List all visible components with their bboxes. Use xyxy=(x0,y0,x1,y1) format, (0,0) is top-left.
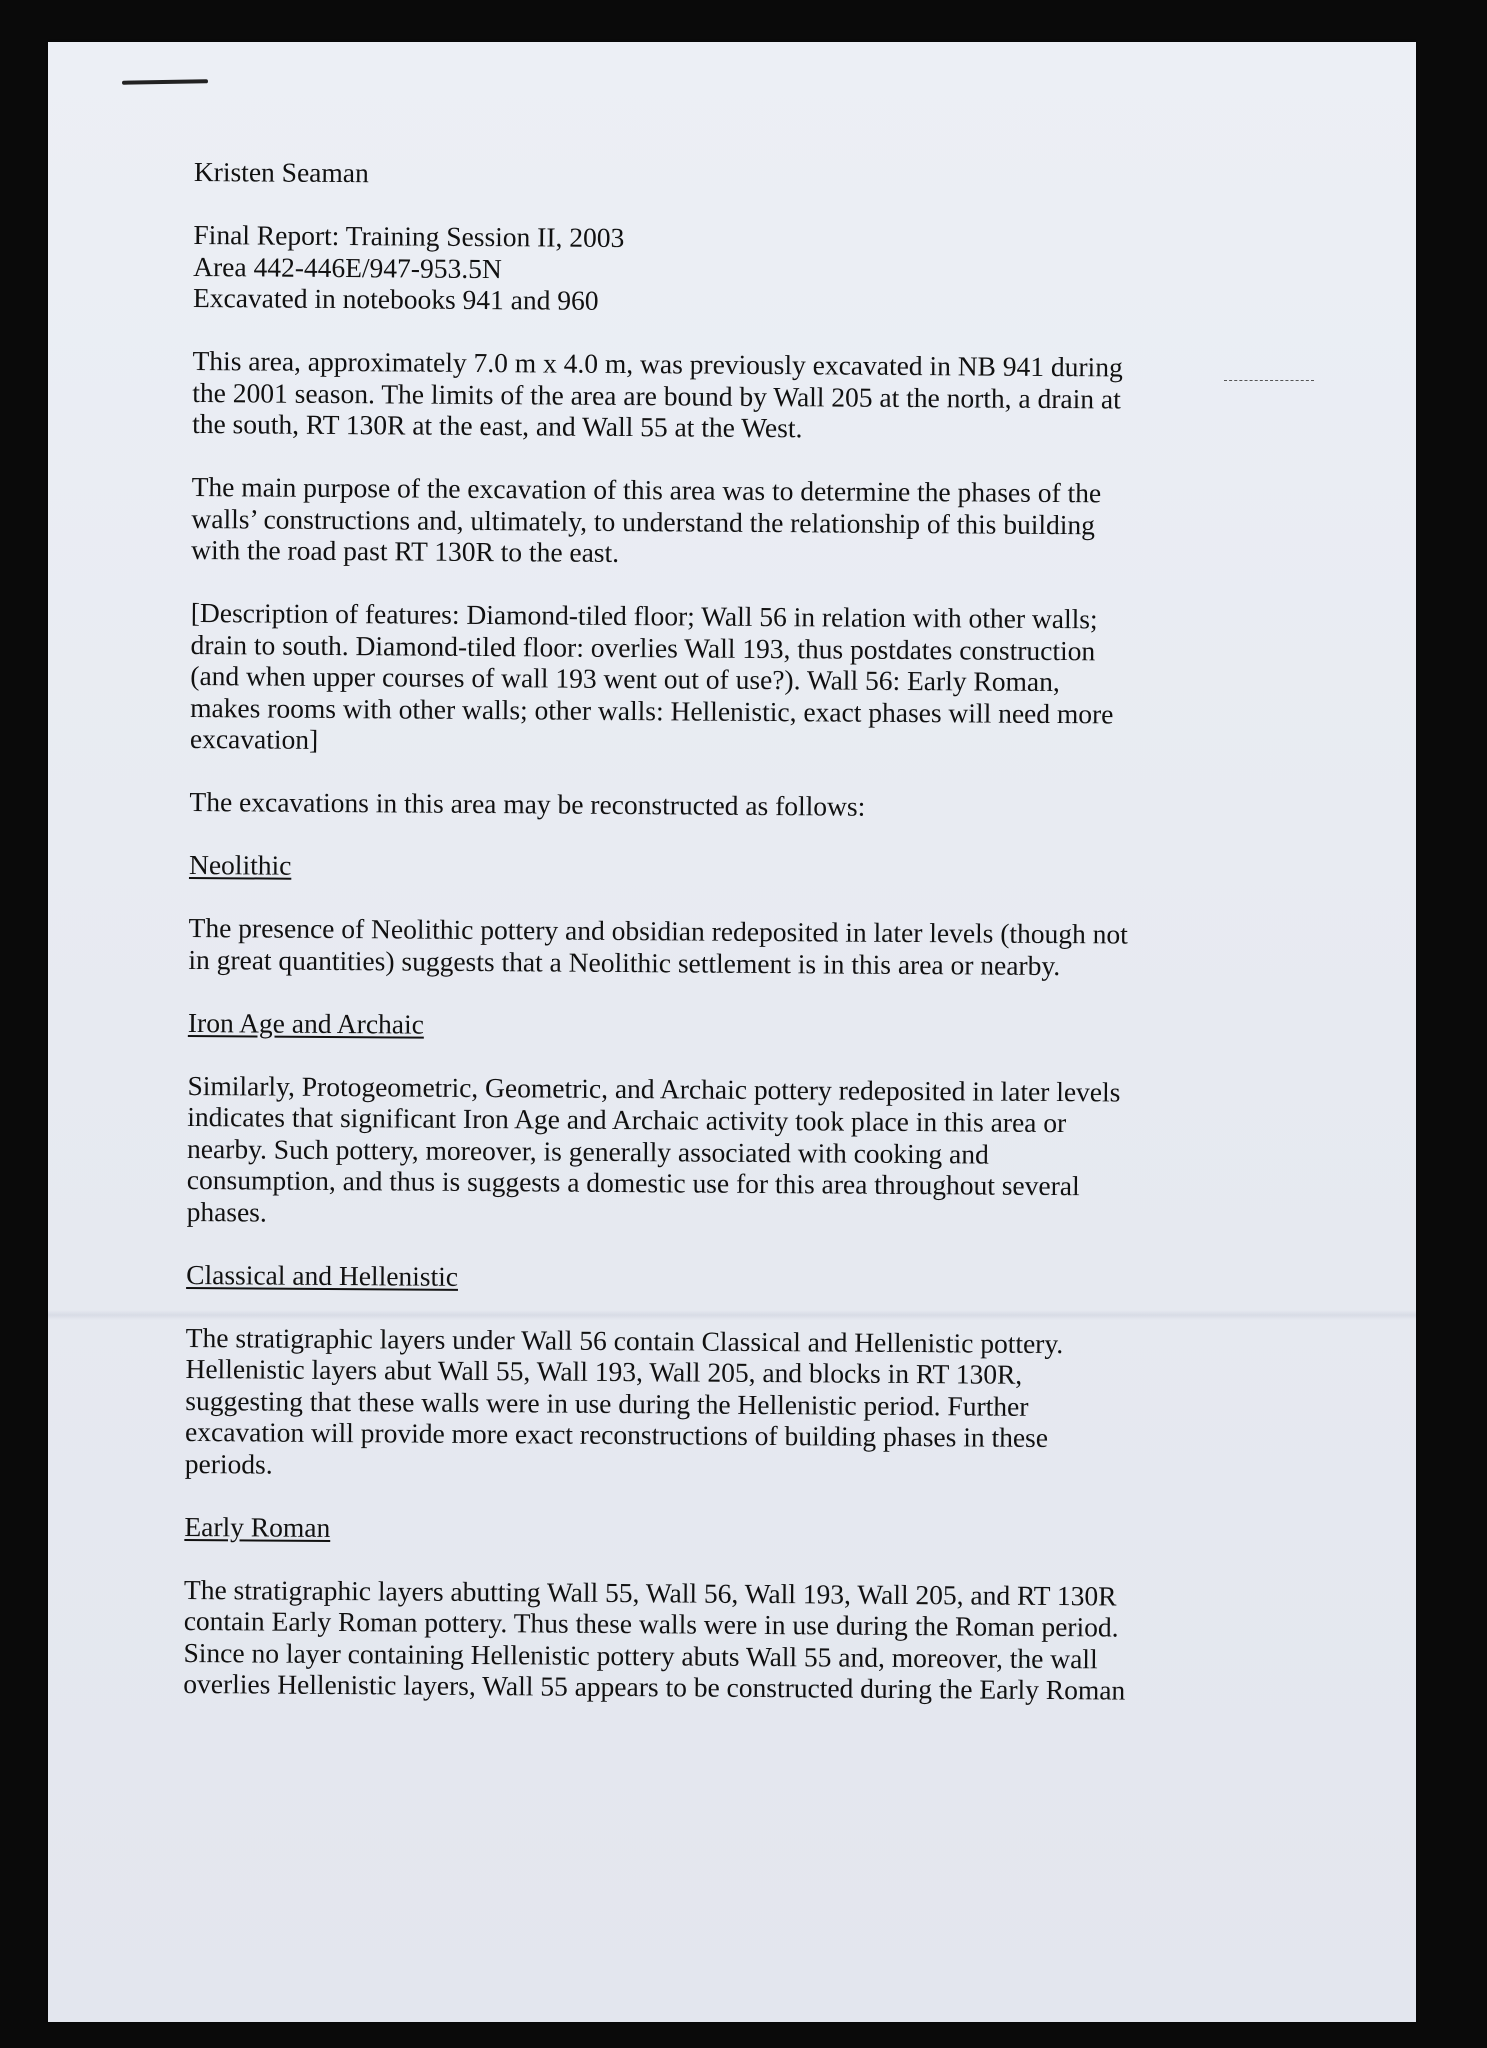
section-heading-iron-age: Iron Age and Archaic xyxy=(187,1006,425,1040)
text-line: excavation will provide more exact reconstructions of building phases in these xyxy=(184,1415,1049,1453)
section-body-early-roman xyxy=(183,1573,1184,1706)
text-line: Since no layer containing Hellenistic pottery abuts Wall 55 and, moreover, the wall xyxy=(183,1636,1098,1674)
features-paragraph xyxy=(190,597,1191,761)
text-line: drain to south. Diamond-tiled floor: overlies Wall 193, thus postdates construction xyxy=(190,628,1096,666)
intro-paragraph xyxy=(192,345,1193,446)
text-line: Similarly, Protogeometric, Geometric, and Archaic pottery redeposited in later levels xyxy=(187,1069,1121,1107)
section-heading-classical: Classical and Hellenistic xyxy=(186,1258,459,1292)
margin-mark xyxy=(1224,380,1314,382)
report-title: Final Report: Training Session II, 2003 xyxy=(193,218,625,254)
section-heading-neolithic: Neolithic xyxy=(188,848,292,881)
text-line: the south, RT 130R at the east, and Wall 55 at the West. xyxy=(192,407,803,444)
text-line: makes rooms with other walls; other walls: Hellenistic, exact phases will need more xyxy=(190,691,1114,729)
report-notebooks: Excavated in notebooks 941 and 960 xyxy=(192,281,599,316)
text-line: with the road past RT 130R to the east. xyxy=(191,533,620,568)
text-line: overlies Hellenistic layers, Wall 55 appears to be constructed during the Early Roman xyxy=(183,1667,1126,1706)
text-line: The presence of Neolithic pottery and obsidian redeposited in later levels (though not xyxy=(188,911,1128,950)
section-body-neolithic xyxy=(188,912,1188,982)
text-line: The stratigraphic layers under Wall 56 contain Classical and Hellenistic pottery. xyxy=(185,1321,1064,1359)
section-body-iron-age xyxy=(187,1069,1188,1233)
text-line: suggesting that these walls were in use during the Hellenistic period. Further xyxy=(185,1384,1029,1422)
section-heading-early-roman: Early Roman xyxy=(184,1510,331,1543)
text-line: the 2001 season. The limits of the area are bound by Wall 205 at the north, a drain at xyxy=(192,376,1121,414)
text-line: periods. xyxy=(184,1447,273,1480)
section-body-classical xyxy=(185,1321,1186,1485)
text-line: contain Early Roman pottery. Thus these walls were in use during the Roman period. xyxy=(183,1604,1119,1643)
text-line: Hellenistic layers abut Wall 55, Wall 193, Wall 205, and blocks in RT 130R, xyxy=(185,1352,1023,1390)
text-line: consumption, and thus is suggests a domestic use for this area throughout several xyxy=(186,1163,1080,1202)
text-line: (and when upper courses of wall 193 went out of use?). Wall 56: Early Roman, xyxy=(190,659,1060,698)
author-name: Kristen Seaman xyxy=(193,156,369,189)
report-body xyxy=(183,156,1194,1706)
text-line: in great quantities) suggests that a Neolithic settlement is in this area or nearby. xyxy=(188,943,1061,981)
text-line: walls’ constructions and, ultimately, to understand the relationship of this building xyxy=(191,502,1096,540)
text-line: This area, approximately 7.0 m x 4.0 m, was previously excavated in NB 941 during xyxy=(192,344,1123,383)
text-line: The main purpose of the excavation of this area was to determine the phases of the xyxy=(191,470,1102,509)
text-line: The stratigraphic layers abutting Wall 55, Wall 56, Wall 193, Wall 205, and RT 130R xyxy=(183,1573,1117,1611)
text-line: phases. xyxy=(186,1195,267,1228)
text-line: excavation] xyxy=(189,722,319,755)
text-line: indicates that significant Iron Age and Archaic activity took place in this area or xyxy=(187,1100,1067,1139)
purpose-paragraph xyxy=(191,471,1192,572)
report-area: Area 442-446E/947-953.5N xyxy=(193,250,502,284)
staple-mark xyxy=(122,79,208,85)
text-line: nearby. Such pottery, moreover, is generally associated with cooking and xyxy=(186,1132,989,1170)
text-line: [Description of features: Diamond-tiled floor; Wall 56 in relation with other walls; xyxy=(190,596,1098,635)
reconstruction-intro: The excavations in this area may be reconstructed as follows: xyxy=(189,785,866,822)
